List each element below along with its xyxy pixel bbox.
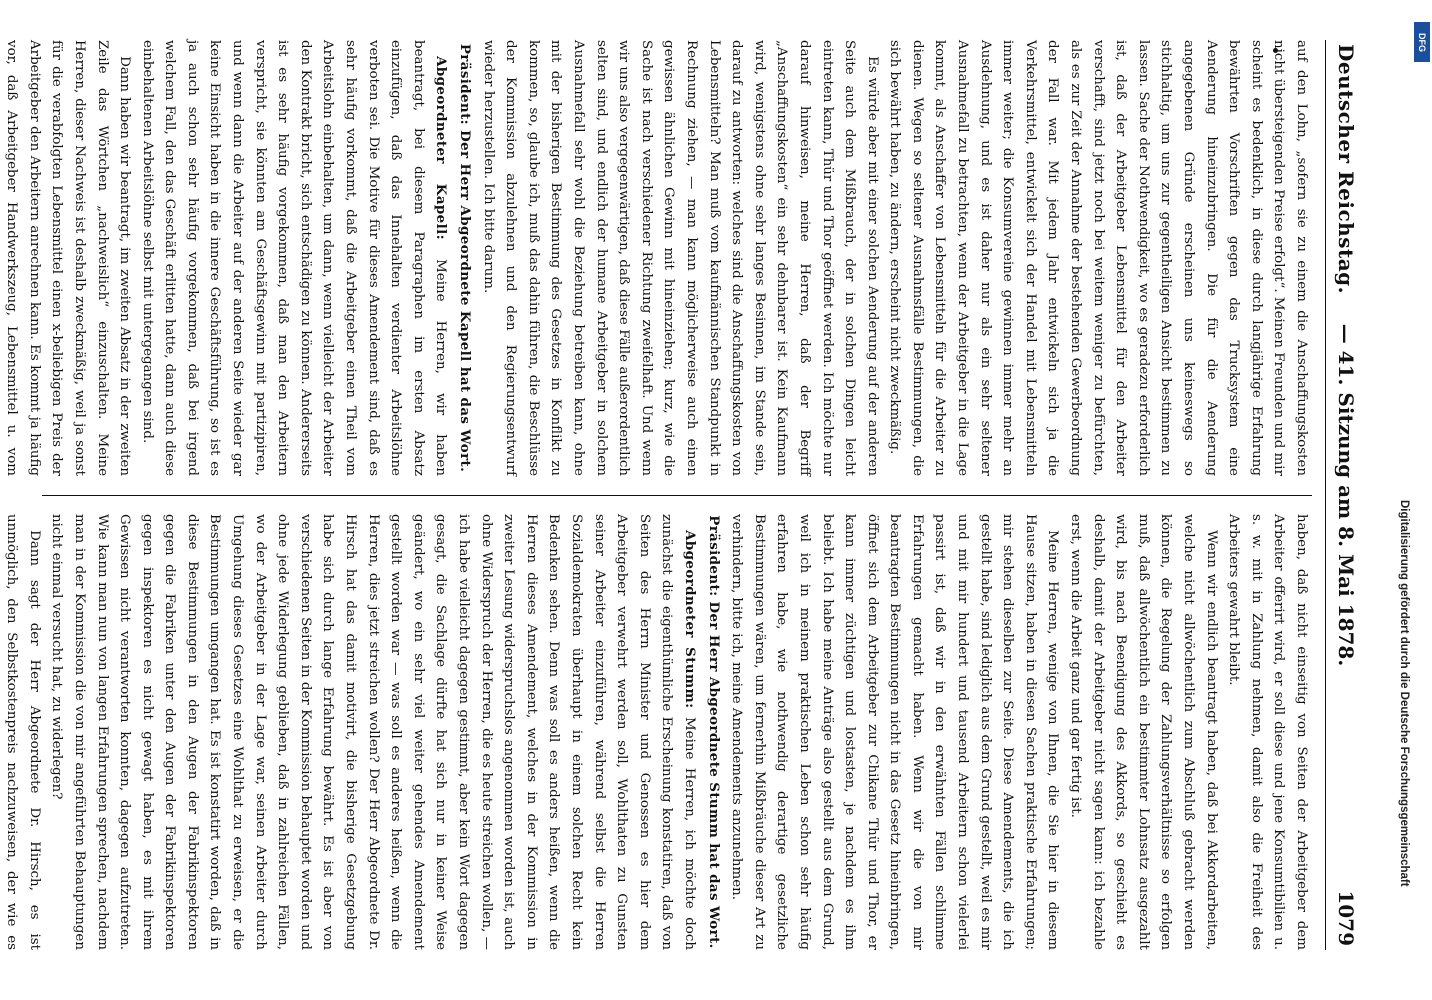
right-column [4,514,1312,950]
header-session: — 41. Sitzung am 8. Mai 1878. [1334,323,1358,667]
page-number: 1079 [1334,890,1358,946]
header-publication: Deutscher Reichstag. [1334,44,1358,295]
speaker-name: Abgeordneter Kapell: [433,56,450,240]
paragraph: Meine Herren, wenige von Ihnen, die Sie hier in diesem Hause sitzen, haben in diesen Sachen praktische Erfahrungen; mir stehen dieselben zur Seite. Diese Amendements, die ich gestellt habe, sind lediglich aus dem Grund gestellt, weil es mir und mit mir hundert und tausend Arbeitern schon vielerlei passirt ist, daß wir in den erwähnten Fällen schlimme Erfahrungen gemacht haben. Wenn wir die von mir beantragten Bestimmungen nicht in das Gesetz hineinbringen, öffnet sich dem Arbeitgeber zur Chikane Thür und Thor, er kann immer züchtigen und lostasten, je nachdem es ihm beliebt. Ich habe meine Anträge also gestellt aus dem Grund, weil ich in meinem praktischen Leben schon sehr häufig erfahren habe, wie nothwendig derartige gesetzliche Bestimmungen wären, um fernerhin Mißbräuche dieser Art zu verhindern, bitte ich, meine Amendements anzunehmen. [729,514,1061,950]
column-divider [42,495,1312,496]
page-header [1325,40,1370,950]
president-line: Präsident: Der Herr Abgeordnete Stumm hat das Wort. [705,515,722,949]
newspaper-page [4,40,1370,950]
paragraph: Wenn wir endlich beantragt haben, daß bei Akkordarbeiten, welche nicht allwöchentlich zum Abschluß gebracht werden können, die Regelung der Zahlungsverhältnisse so erfolgen muß, daß allwöchentlich ein bestimmter Lohnsatz ausgezahlt wird, bis nach Beendigung des Akkords, so geschieht es deshalb, damit der Arbeitgeber nicht sagen kann: ich bezahle erst, wenn die Arbeit ganz und gar fertig ist. [1068,514,1219,950]
president-line: Präsident: Der Herr Abgeordnete Kapell hat das Wort. [457,43,474,473]
dfg-logo: DFG [1414,22,1430,62]
paragraph: auf den Lohn, „sofern sie zu einem die Anschaffungskosten nicht übersteigenden Preise erfolgt“. Meinen Freunden und mir scheint es bedenklich, in diese durch langjährige Erfahrung bewährten Vorschriften gegen das Trucksystem eine Aenderung hineinzubringen. Die für die Aenderung angegebenen Gründe erscheinen uns keineswegs so stichhaltig, um uns zur gegentheiligen Ansicht bestimmen zu lassen. Sache der Nothwendigkeit, wo es geradezu erforderlich ist, daß der Arbeitgeber Lebensmittel für den Arbeiter verschafft, sind jetzt noch bei weitem weniger zu befürchten, als es zur Zeit der Annahme der bestehenden Gewerbeordnung der Fall war. Mit jedem Jahr entwickeln sich ja die Verkehrsmittel, entwickelt sich der Handel mit Lebensmitteln immer weiter; die Konsumvereine gewinnen immer mehr an Ausdehnung, und es ist daher nur als ein sehr seltener Ausnahmefall zu betrachten, wenn der Arbeitgeber in die Lage kommt, als Anschaffer von Lebensmitteln für die Arbeiter zu dienen. Wegen so seltener Ausnahmsfälle Bestimmungen, die sich bewährt haben, zu ändern, erscheint nicht zweckmäßig. [887,40,1309,476]
left-column [4,40,1312,477]
paragraph: Dann haben wir beantragt, im zweiten Absatz in der zweiten Zeile das Wörtchen „nachweislich“ einzuschalten. Meine Herren, dieser Nachweis ist deshalb zweckmäßig, weil ja sonst für die verabfolgten Lebensmittel einen x-beliebigen Preis der Arbeitgeber den Arbeitern anrechnen kann. Es kommt ja häufig vor, daß Arbeitgeber Handwerkszeug, Lebensmittel u. vom [4,40,133,476]
paragraph: Abgeordneter Stumm: Meine Herren, ich möchte doch zunächst die eigenthümliche Erscheinung konstatiren, daß von Seiten des Herrn Minister und Genossen es hier dem Arbeitgeber verwehrt werden soll, Wohlthaten zu Gunsten seiner Arbeiter einzuführen, während selbst die Herren Sozialdemokraten überhaupt in einem solchen Recht kein Bedenken sehen. Denn was soll es anders heißen, wenn die Herren dieses Amendement, welches in der Kommission in zweiter Lesung widerspruchslos angenommen worden ist, auch ohne Widerspruch der Herren, die es heute streichen wollen, — ich habe vielleicht dagegen gestimmt, aber kein Wort dagegen gesagt, die Sachlage dürfte hat sich nur in keiner Weise geändert, wo ein sehr viel weiter gehendes Amendement gestellt worden war — was soll es anderes heißen, wenn die Herren, dies jetzt streichen wollen? Der Herr Abgeordnete Dr. Hirsch hat das damit motivirt, die bisherige Gesetzgebung habe sich durch lange Erfahrung bewährt. Es ist aber von verschiedenen Seiten in der Kommission behauptet worden und ohne jede Widerlegung geblieben, daß in zahlreichen Fällen, wo der Arbeitgeber in der Lage war, seinen Arbeiter durch Umgehung dieses Gesetzes eine Wohlthat zu erweisen, er die Bestimmungen umgangen hat. Es ist konstatirt worden, daß in diese Bestimmungen in den Augen der Fabrikinspektoren gegen die Fabriken unter den Augen der Fabrikinspektoren gegen inspektoren es nicht gewagt haben, es mit ihrem Gewissen nicht verantworten konnten, dagegen aufzutreten. Wie kann man nun von langen Erfahrungen sprechen, nachdem man in der Kommission die von mir angeführten Behauptungen nicht einmal versucht hat, zu widerlegen? [49,514,698,950]
paragraph: Dann sagt der Herr Abgeordnete Dr. Hirsch, es ist unmöglich, den Selbstkostenpreis nachzuweisen, der wie es [4,514,42,950]
digitization-note: Digitalisierung gefördert durch die Deutsche Forschungsgemeinschaft [1398,500,1410,887]
paragraph: Abgeordneter Kapell: Meine Herren, wir haben beantragt, bei diesem Paragraphen im ersten Absatz einzufügen, daß das Innehalten verdienter Arbeitslöhne verboten sei. Die Motive für dieses Amendement sind, daß es sehr häufig vorkommt, daß die Arbeitgeber einen Theil vom Arbeitslohn einbehalten, um dann, wenn vielleicht der Arbeiter den Kontrakt bricht, sich entschädigen zu können. Andererseits ist es sehr häufig vorgekommen, daß man den Arbeitern verspricht, sie könnten am Geschäftsgewinn mit partizipiren, und wenn dann die Arbeiter auf der anderen Seite wieder gar keine Einsicht haben in die innere Geschäftsführung, so ist es ja auch schon sehr häufig vorgekommen, daß bei irgend welchem Fall, den das Geschäft erlitten hatte, dann auch diese einbehaltenen Arbeitslöhne selbst mit untergegangen sind. [139,40,450,477]
speaker-name: Abgeordneter Stumm: [681,530,698,709]
paragraph: haben, daß nicht einseitig von Seiten der Arbeitgeber dem Arbeiter offerirt wird, er soll diese und jene Konsumtibilien u. s. w. mit in Zahlung nehmen, damit also die Freiheit des Arbeiters gewahrt bleibt. [1226,514,1309,950]
paragraph: Es würde aber mit einer solchen Aenderung auf der anderen Seite auch dem Mißbrauch, der in solchen Dingen leicht eintreten kann, Thür und Thor geöffnet werden. Ich möchte nur darauf hinweisen, meine Herren, daß der Begriff „Anschaffungskosten“ ein sehr dehnbarer ist. Kein Kaufmann wird, wenigstens ohne sehr langes Besinnen, im Stande sein, darauf zu antworten: welches sind die Anschaffungskosten von Lebensmitteln? Man muß vom kaufmännischen Standpunkt in Rechnung ziehen, — man kann möglicherweise auch einen gewissen ähnlichen Gewinn mit hineinziehen; kurz, wie die Sache ist nach verschiedener Richtung zweifelhaft. Und wenn wir uns also vergegenwärtigen, daß diese Fälle außerordentlich selten sind, und endlich der humane Arbeitgeber in solchem Ausnahmefall sehr wohl die Beziehung betreiben kann, ohne mit der bisherigen Bestimmung des Gesetzes in Konflikt zu kommen, so, glaube ich, muß das dahin führen, die Beschlüsse der Kommission abzulehnen und den Regierungsentwurf wieder herzustellen. Ich bitte darum. [480,40,880,476]
